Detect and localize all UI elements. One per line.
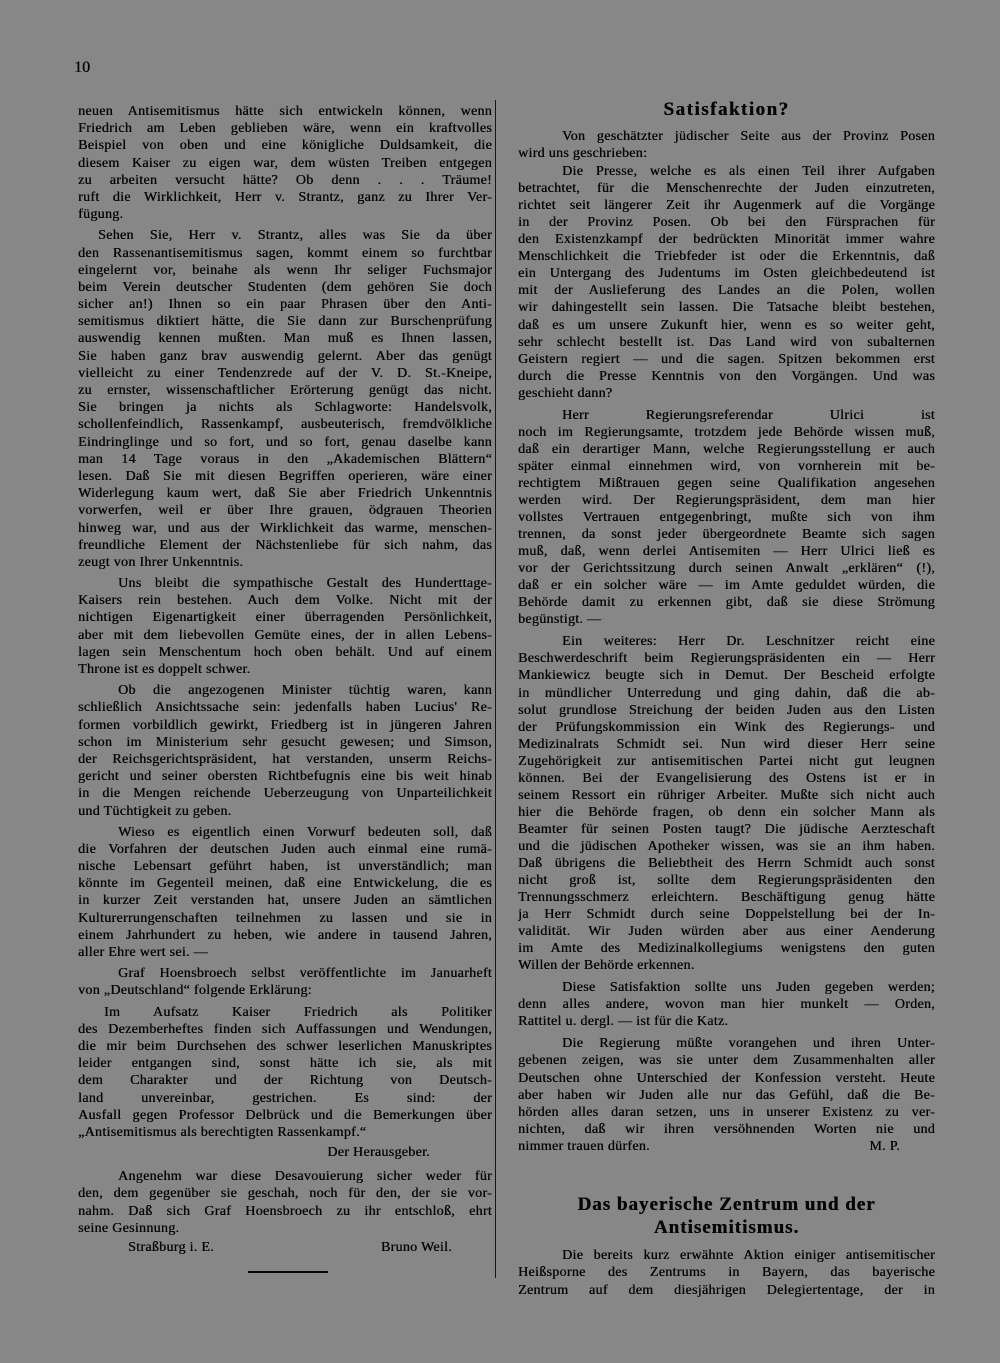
text-line: noch im Regierungsamte, trotzdem jede Behörde wissen muß, bbox=[518, 424, 935, 440]
paragraph bbox=[518, 128, 935, 162]
text-line: denn alles andere, wovon man hier munkelt — Orden, bbox=[518, 997, 935, 1013]
paragraph bbox=[518, 407, 935, 629]
text-line: lagen sein Menschentum hoch oben behält. Und auf einem bbox=[78, 644, 492, 660]
text-line: Kaisers rein bestehen. Auch dem Volke. Nicht mit der bbox=[78, 593, 492, 609]
text-line: diesem Kaiser zu eigen war, dem wüsten Treiben entgegen bbox=[78, 155, 492, 171]
text-line: fügung. bbox=[78, 207, 124, 223]
text-line: ruft die Wirklichkeit, Herr v. Strantz, ganz zu Ihrer Ver- bbox=[78, 189, 492, 205]
text-line: Deutschen ohne Unterschied der Konfession versteht. Heute bbox=[518, 1070, 935, 1086]
text-line: vollstes Vertrauen entgegenbringt, mußte sich von ihm bbox=[518, 510, 935, 526]
signoff-place: Straßburg i. E. bbox=[128, 1240, 214, 1255]
text-line: Zugehörigkeit zur antisemitischen Partei nicht gut leugnen bbox=[518, 753, 935, 769]
text-line: Graf Hoensbroech selbst veröffentlichte im Januarheft bbox=[118, 966, 492, 982]
text-line: der Reichsgerichtspräsident, hat verstanden, unserm Reichs- bbox=[78, 751, 492, 767]
text-line: den Existenzkampf der bedrückten Minorität immer wahre bbox=[518, 232, 935, 248]
text-line: muß, daß, wenn derlei Antisemiten — Herr Ulrici ließ es bbox=[518, 544, 935, 560]
text-line: Im Aufsatz Kaiser Friedrich als Politiker bbox=[104, 1004, 492, 1020]
paragraph bbox=[78, 824, 492, 962]
text-line: Die Presse, welche es als einen Teil ihrer Aufgaben bbox=[562, 164, 935, 180]
signoff-author: Bruno Weil. bbox=[380, 1240, 452, 1255]
paragraph bbox=[78, 227, 492, 571]
text-line: mit der Auslieferung des Landes an die Polen, wollen bbox=[518, 283, 935, 299]
text-line: dem Charakter und der Richtung von Deutsch- bbox=[78, 1073, 492, 1089]
text-line: eingelernt vor, beinahe als wenn Ihr seliger Fuchsmajor bbox=[78, 262, 492, 278]
text-line: einem Jahrhundert zu heben, wie andere in tausend Jahren, bbox=[78, 927, 492, 943]
second-article-title-line-1: Das bayerische Zentrum und der bbox=[577, 1194, 876, 1215]
paragraph bbox=[78, 103, 492, 223]
text-line: in der Provinz Posen. Ob bei den Fürsprachen für bbox=[518, 215, 935, 231]
text-line: aber mit dem liebevollen Gemüte eines, der in allen Lebens- bbox=[78, 627, 492, 643]
text-line: Ein weiteres: Herr Dr. Leschnitzer reicht eine bbox=[562, 634, 935, 650]
text-line: daß es um unsere Zukunft hier, wenn es so weiter geht, bbox=[518, 317, 935, 333]
text-line: freundliche Element der Nächstenliebe für sich nahm, das bbox=[78, 537, 492, 553]
text-line: man 14 Tage voraus in den „Akademischen Blättern“ bbox=[78, 451, 492, 467]
text-line: Beschwerdeschrift beim Regierungspräsidenten ein — Herr bbox=[518, 651, 935, 667]
text-line: neuen Antisemitismus hätte sich entwickeln können, wenn bbox=[78, 104, 492, 119]
text-line: nahm. Daß sich Graf Hoensbroech zu ihr entschloß, ehrt bbox=[78, 1203, 492, 1219]
text-line: werden wird. Der Regierungspräsident, dem man hier bbox=[518, 492, 935, 508]
text-line: in kurzer Zeit verstanden hat, unsere Juden an sämtlichen bbox=[78, 893, 492, 909]
article-title: Satisfaktion? bbox=[663, 99, 790, 120]
text-line: den Rassenantisemitismus sagen, kommt einem so furchtbar bbox=[78, 245, 492, 261]
text-line: Zentrum auf dem diesjährigen Delegiertentage, der in bbox=[518, 1282, 935, 1298]
text-line: von „Deutschland“ folgende Erklärung: bbox=[78, 983, 312, 999]
text-line: durch die Presse Kenntnis von den Vorgängen. Und was bbox=[518, 368, 935, 384]
text-line: Friedrich am Leben geblieben wäre, wenn ein kraftvolles bbox=[78, 121, 492, 137]
text-line: lesen. Daß Sie mit diesen Begriffen operieren, wäre einer bbox=[78, 468, 492, 484]
text-line: Daß übrigens die Beliebtheit des Herrn Schmidt auch sonst bbox=[518, 855, 935, 871]
text-line: land unvereinbar, gestrichen. Es sind: der bbox=[78, 1090, 492, 1106]
text-line: daß er ein solcher wäre — im Amte geduldet würden, die bbox=[518, 578, 935, 594]
text-line: Widerlegung kaum wert, daß Sie aber Friedrich Unkenntnis bbox=[78, 486, 492, 502]
text-line: zu arbeiten versucht hätte? Ob denn . . . Träume! bbox=[78, 172, 492, 188]
text-line: Medizinalrats Schmidt sei. Nun wird dieser Herr seine bbox=[518, 736, 935, 752]
text-line: ein Untergang des Judentums im Osten gleichbedeutend ist bbox=[518, 266, 935, 282]
text-line: leider entgangen sind, sonst hätte ich sie, als mit bbox=[78, 1056, 492, 1072]
text-line: Herr Regierungsreferendar Ulrici ist bbox=[562, 407, 935, 423]
text-line: validität. Wir Juden würden aber aus einer Aenderung bbox=[518, 924, 935, 940]
text-line: Diese Satisfaktion sollte uns Juden gegeben werden; bbox=[562, 980, 935, 996]
text-line: Beispiel von oben und eine königliche Duldsamkeit, die bbox=[78, 138, 492, 154]
text-line: wir dahingestellt sein lassen. Die Tatsache bleibt bestehen, bbox=[518, 300, 935, 316]
closing-text bbox=[78, 1168, 492, 1237]
paragraph bbox=[518, 979, 935, 1030]
paragraph bbox=[78, 1004, 492, 1142]
end-rule bbox=[248, 1271, 328, 1273]
text-line: später einmal einnehmen wird, von vornherein mit be- bbox=[518, 458, 935, 474]
text-line: Throne ist es doppelt schwer. bbox=[78, 662, 251, 677]
text-line: nische Lebensart geführt haben, ist unverständlich; man bbox=[78, 859, 492, 875]
text-line: Behörde damit zu erkennen gibt, daß sie diese Strömung bbox=[518, 595, 935, 611]
text-line: „Antisemitismus als berechtigten Rassenkampf.“ bbox=[78, 1124, 367, 1140]
text-line: nicht groß ist, sollte dem Regierungspräsidenten den bbox=[518, 873, 935, 889]
text-line: beim Verein deutscher Studenten (dem gehören Sie doch bbox=[78, 279, 492, 295]
paragraph bbox=[518, 1247, 935, 1300]
text-line: die mir beim Durchsehen des schwer leserlichen Manuskriptes bbox=[78, 1038, 492, 1054]
text-line: Die bereits kurz erwähnte Aktion einiger antisemitischer bbox=[562, 1247, 935, 1263]
text-line: ja Herr Schmidt durch seine Doppelstellung bei der In- bbox=[518, 907, 935, 923]
right-column bbox=[518, 128, 935, 1155]
text-line: des Dezemberheftes finden sich Auffassungen und Wendungen, bbox=[78, 1021, 492, 1037]
text-line: und Tüchtigkeit zu geben. bbox=[78, 803, 232, 819]
article-signoff bbox=[78, 1239, 492, 1256]
text-line: begünstigt. — bbox=[518, 612, 602, 628]
text-line: schon im Ministerium sehr gesucht gewesen; und Simson, bbox=[78, 734, 492, 750]
text-line: könnte im Gegenteil meinen, daß eine Entwickelung, die es bbox=[78, 876, 492, 892]
text-line: Mankiewicz beugte sich in Demut. Der Bescheid erfolgte bbox=[518, 668, 935, 684]
text-line: Willen der Behörde erkennen. bbox=[518, 958, 695, 974]
text-line: Heißsporne des Zentrums in Bayern, das bayerische bbox=[518, 1265, 935, 1280]
text-line: zu ernster, wissenschaftlicher Erörterung genügt das nicht. bbox=[78, 383, 492, 398]
text-line: sehr schlecht bestellt ist. Das Land wird von subalternen bbox=[518, 334, 935, 350]
text-line: hörden alles daran setzen, uns in unserer Existenz zu ver- bbox=[518, 1104, 935, 1120]
second-article-body bbox=[518, 1247, 935, 1300]
text-line: Ob die angezogenen Minister tüchtig waren, kann bbox=[118, 683, 492, 699]
text-line: zeugt von Ihrer Unkenntnis. bbox=[78, 554, 244, 570]
paragraph bbox=[518, 633, 935, 974]
text-line: betrachtet, für die Menschenrechte der Juden einzutreten, bbox=[518, 181, 935, 197]
text-line: Eindringlinge und so fort, und so fort, genau daselbe kann bbox=[78, 434, 492, 450]
text-line: Ausfall gegen Professor Delbrück und die Bemerkungen über bbox=[78, 1107, 492, 1123]
paragraph bbox=[78, 682, 492, 820]
text-line: die Vorfahren der deutschen Juden auch einmal eine rumä- bbox=[78, 841, 492, 857]
text-line: vorwerfen, weil er über Ihre grauen, ödgrauen Theorien bbox=[78, 503, 492, 519]
text-line: Kulturerrungenschaften teilnehmen zu lassen und sie in bbox=[78, 910, 492, 926]
text-line: seine Gesinnung. bbox=[78, 1220, 180, 1236]
text-line: aller Ehre wert sei. — bbox=[78, 945, 208, 960]
text-line: Menschlichkeit die Triebfeder ist oder die Erkenntnis, daß bbox=[518, 249, 935, 265]
text-line: formen vorbildlich gewirkt, Friedberg ist in jüngeren Jahren bbox=[78, 717, 492, 733]
text-line: rechtigtem Mißtrauen gegen seine Qualifikation angesehen bbox=[518, 475, 935, 491]
text-line: semitismus diktiert hätte, die Sie dann zur Burschenprüfung bbox=[78, 314, 492, 330]
text-line: in die Mengen reichende Ueberzeugung von Unparteilichkeit bbox=[78, 786, 492, 802]
text-line: den, dem gegenüber sie geschah, noch für den, der sie vor- bbox=[78, 1186, 492, 1202]
text-line: Beamter für seinen Posten taugt? Die jüdische Aerzteschaft bbox=[518, 821, 935, 837]
text-line: Von geschätzter jüdischer Seite aus der Provinz Posen bbox=[562, 129, 935, 144]
text-line: vielleicht zu einer Tendenzrede auf der V. D. St.-Kneipe, bbox=[78, 365, 492, 381]
paragraph bbox=[78, 965, 492, 999]
editor-signature: Der Herausgeber. bbox=[327, 1145, 430, 1161]
text-line: Geistern regiert — und die sagen. Spitzen bekommen erst bbox=[518, 351, 935, 367]
text-line: hier die Behörde fragen, ob denn ein solcher Mann als bbox=[518, 804, 935, 820]
text-line: Sehen Sie, Herr v. Strantz, alles was Sie da über bbox=[98, 228, 492, 244]
text-line: können. Bei der Evangelisierung des Ostens ist er in bbox=[518, 770, 935, 786]
text-line: nimmer trauen dürfen. bbox=[518, 1138, 650, 1154]
text-line: hinweg war, und aus der Wirklichkeit das warme, menschen- bbox=[78, 520, 492, 536]
text-line: gericht und seiner obersten Richtbefugnis eine bis weit hinab bbox=[78, 769, 492, 785]
page-number: 10 bbox=[74, 59, 90, 76]
text-line: Die Regierung müßte vorangehen und ihren Unter- bbox=[562, 1036, 935, 1052]
text-line: geschieht dann? bbox=[518, 385, 613, 401]
text-line: der Prüfungskommission ein Wink des Regierungs- und bbox=[518, 719, 935, 735]
text-line: Rattitel u. dergl. — ist für die Katz. bbox=[518, 1014, 729, 1030]
text-line: vor der Gerichtssitzung durch seinen Anwalt „erklären“ (!), bbox=[518, 561, 935, 577]
column-divider bbox=[495, 100, 496, 1278]
text-line: Angenehm war diese Desavouierung sicher weder für bbox=[118, 1169, 492, 1185]
text-line: Sie haben ganz brav auswendig gelernt. Aber das genügt bbox=[78, 348, 492, 364]
article-continuation bbox=[78, 103, 492, 1141]
text-line: sicher an!) Ihnen so ein paar Phrasen über den Anti- bbox=[78, 297, 492, 313]
text-line: nichtigen Eigenartigkeit einer überragenden Persönlichkeit, bbox=[78, 610, 492, 626]
paragraph bbox=[518, 1035, 935, 1154]
text-line: Uns bleibt die sympathische Gestalt des Hunderttage- bbox=[118, 576, 492, 592]
text-line: wird uns geschrieben: bbox=[518, 146, 648, 162]
text-line: seinem Ressort ein rühriger Arbeiter. Mußte sich nicht auch bbox=[518, 787, 935, 803]
article-signature: M. P. bbox=[869, 1138, 900, 1154]
text-line: aber haben wir Juden alle nur das Gefühl, daß die Be- bbox=[518, 1087, 935, 1103]
text-line: richtet seit längerer Zeit ihr Augenmerk auf die Vorgänge bbox=[518, 198, 935, 214]
text-line: Wieso es eigentlich einen Vorwurf bedeuten soll, daß bbox=[118, 824, 492, 840]
text-line: daß ein derartiger Mann, welche Regierungsstellung er auch bbox=[518, 441, 935, 457]
article-body bbox=[518, 128, 935, 1155]
second-article-title-line-2: Antisemitismus. bbox=[653, 1217, 800, 1238]
text-line: schließlich Ansichtssache sein: jedenfalls haben Lucius' Re- bbox=[78, 700, 492, 716]
text-line: nichten, daß wir ihren versöhnenden Worten nie und bbox=[518, 1121, 935, 1137]
text-line: solut grundlose Streichung der beiden Juden aus den Listen bbox=[518, 702, 935, 718]
paragraph bbox=[518, 163, 935, 402]
text-line: Sie bringen ja nichts als Schlagworte: Handelsvolk, bbox=[78, 400, 492, 416]
text-line: Trennungsschmerz erleichtern. Beschäftigung genug hätte bbox=[518, 890, 935, 906]
text-line: trennen, da sonst jeder übergeordnete Beamte sich sagen bbox=[518, 527, 935, 543]
text-line: gebenen zeigen, was sie unter dem Zusammenhalten aller bbox=[518, 1053, 935, 1069]
text-line: in mündlicher Unterredung und ging dahin, daß die ab- bbox=[518, 685, 935, 701]
text-line: im Amte des Medizinalkollegiums wenigstens den guten bbox=[518, 941, 935, 957]
text-line: schollenfeindlich, Rassenkampf, ausbeuterisch, fremdvölkliche bbox=[78, 417, 492, 433]
paragraph bbox=[78, 575, 492, 678]
second-article bbox=[518, 1193, 935, 1299]
paragraph bbox=[78, 1168, 492, 1237]
text-line: und die jüdischen Apotheker wissen, was sie an ihm haben. bbox=[518, 838, 935, 854]
left-column bbox=[78, 103, 492, 1256]
text-line: auswendig kennen mußten. Man muß es Ihnen lassen, bbox=[78, 331, 492, 347]
